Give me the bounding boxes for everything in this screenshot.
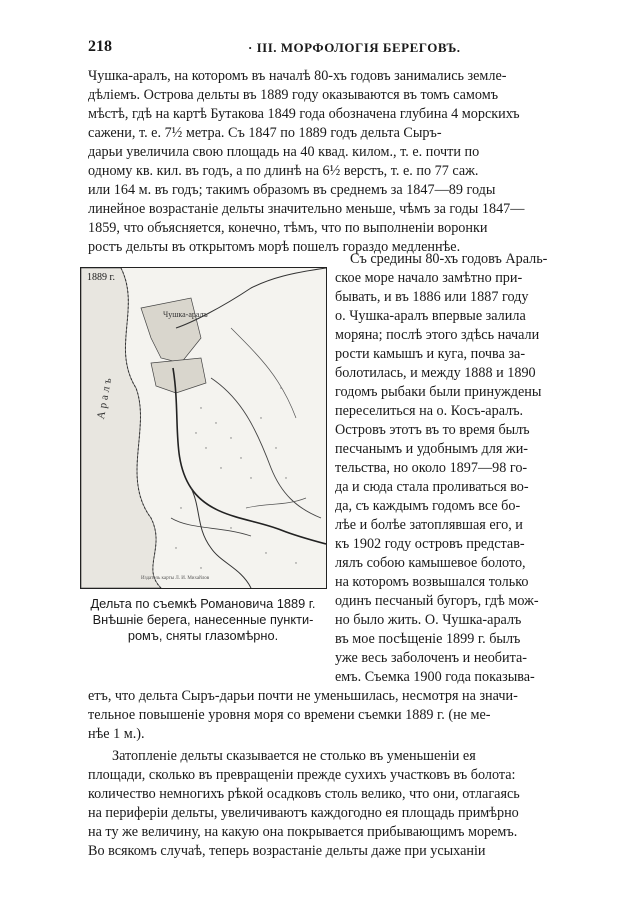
text-line: мѣстѣ, гдѣ на картѣ Бутакова 1849 года обозначена глубина 4 морскихъ (88, 106, 520, 122)
text-line: ростъ дельты въ открытомъ морѣ пошелъ гораздо медленнѣе. (88, 239, 461, 255)
text-line: да, съ каждымъ годомъ все бо- (335, 498, 521, 514)
text-line: годомъ рыбаки были принуждены (335, 384, 542, 400)
figure-caption-line: Внѣшніе берега, нанесенные пункти- (92, 612, 314, 627)
text-line: тельства, но около 1897—98 го- (335, 460, 528, 476)
text-line: количество немногихъ рѣкой осадковъ столь велико, что они, отлагаясь (88, 786, 520, 802)
text-line: площади, сколько въ превращеніи прежде сухихъ участковъ въ болота: (88, 767, 516, 783)
page-number: 218 (88, 38, 112, 55)
map-year-label: 1889 г. (87, 272, 115, 283)
text-line: линейное возрастаніе дельты значительно меньше, чѣмъ за годы 1847— (88, 201, 525, 217)
text-line: Во всякомъ случаѣ, теперь возрастаніе дельты даже при усыханіи (88, 843, 486, 859)
map-sea-label: Аралъ (95, 374, 115, 421)
figure-caption-line: Дельта по съемкѣ Романовича 1889 г. (90, 596, 316, 611)
text-line: 1859, что объясняется, конечно, тѣмъ, что по выполненіи воронки (88, 220, 488, 236)
text-line: но было жить. О. Чушка-аралъ (335, 612, 522, 628)
figure-caption-line: ромъ, сняты глазомѣрно. (127, 628, 279, 643)
text-line: уже весь заболоченъ и необита- (335, 650, 528, 666)
text-line: Съ средины 80-хъ годовъ Араль- (350, 251, 548, 267)
text-line: песчанымъ и удобнымъ для жи- (335, 441, 529, 457)
text-line: бывать, и въ 1886 или 1887 году (335, 289, 529, 305)
text-line: рости камышъ и куга, почва за- (335, 346, 526, 362)
text-line: или 164 м. въ годъ; такимъ образомъ въ среднемъ за 1847—89 годы (88, 182, 496, 198)
text-line: на которомъ возвышался только (335, 574, 529, 590)
map-island-label: Чушка-аралъ (163, 310, 208, 319)
text-line: въ мое посѣщеніе 1899 г. былъ (335, 631, 521, 647)
text-line: ское море начало замѣтно при- (335, 270, 523, 286)
text-line: Затопленіе дельты сказывается не столько въ уменьшеніи ея (112, 748, 476, 764)
text-line: да и сюда стала проливаться во- (335, 479, 529, 495)
text-line: емъ. Съемка 1900 года показыва- (335, 669, 535, 685)
page-header (88, 38, 548, 60)
text-line: лѣе и болѣе затоплявшая его, и (335, 517, 523, 533)
running-title: · III. МОРФОЛОГІЯ БЕРЕГОВЪ. (248, 40, 461, 55)
text-line: Островъ этотъ въ то время былъ (335, 422, 530, 438)
text-line: етъ, что дельта Сыръ-дарьи почти не уменьшилась, несмотря на значи- (88, 688, 518, 704)
text-line: лялъ собою камышевое болото, (335, 555, 526, 571)
delta-map-figure (80, 267, 327, 589)
text-line: дѣліемъ. Острова дельты въ 1889 году оказываются въ томъ самомъ (88, 87, 499, 103)
text-line: тельное повышеніе уровня моря со времени съемки 1889 г. (не ме- (88, 707, 491, 723)
text-line: на периферіи дельты, увеличиваютъ каждогодно ея площадь примѣрно (88, 805, 519, 821)
text-line: моряна; послѣ этого здѣсь начали (335, 327, 540, 343)
text-line: одинъ песчаный бугоръ, гдѣ мож- (335, 593, 539, 609)
text-line: болотилась, и между 1888 и 1890 (335, 365, 536, 381)
text-line: о. Чушка-аралъ впервые залила (335, 308, 526, 324)
text-line: нѣе 1 м.). (88, 726, 145, 742)
text-line: къ 1902 году островъ представ- (335, 536, 525, 552)
text-line: сажени, т. е. 7½ метра. Съ 1847 по 1889 годъ дельта Сыръ- (88, 125, 442, 141)
text-line: на ту же величину, на какую она покрывается прибывающимъ моремъ. (88, 824, 518, 840)
text-line: дарьи увеличила свою площадь на 40 квад. килом., т. е. почти по (88, 144, 480, 160)
text-line: одному кв. кил. въ годъ, а по длинѣ на 6½ верстъ, т. е. по 77 саж. (88, 163, 479, 179)
text-line: переселиться на о. Косъ-аралъ. (335, 403, 524, 419)
text-line: Чушка-аралъ, на которомъ въ началѣ 80-хъ годовъ занимались земле- (88, 68, 507, 84)
map-credit-text: Издатель карты Л. И. Михайлов (141, 576, 210, 581)
